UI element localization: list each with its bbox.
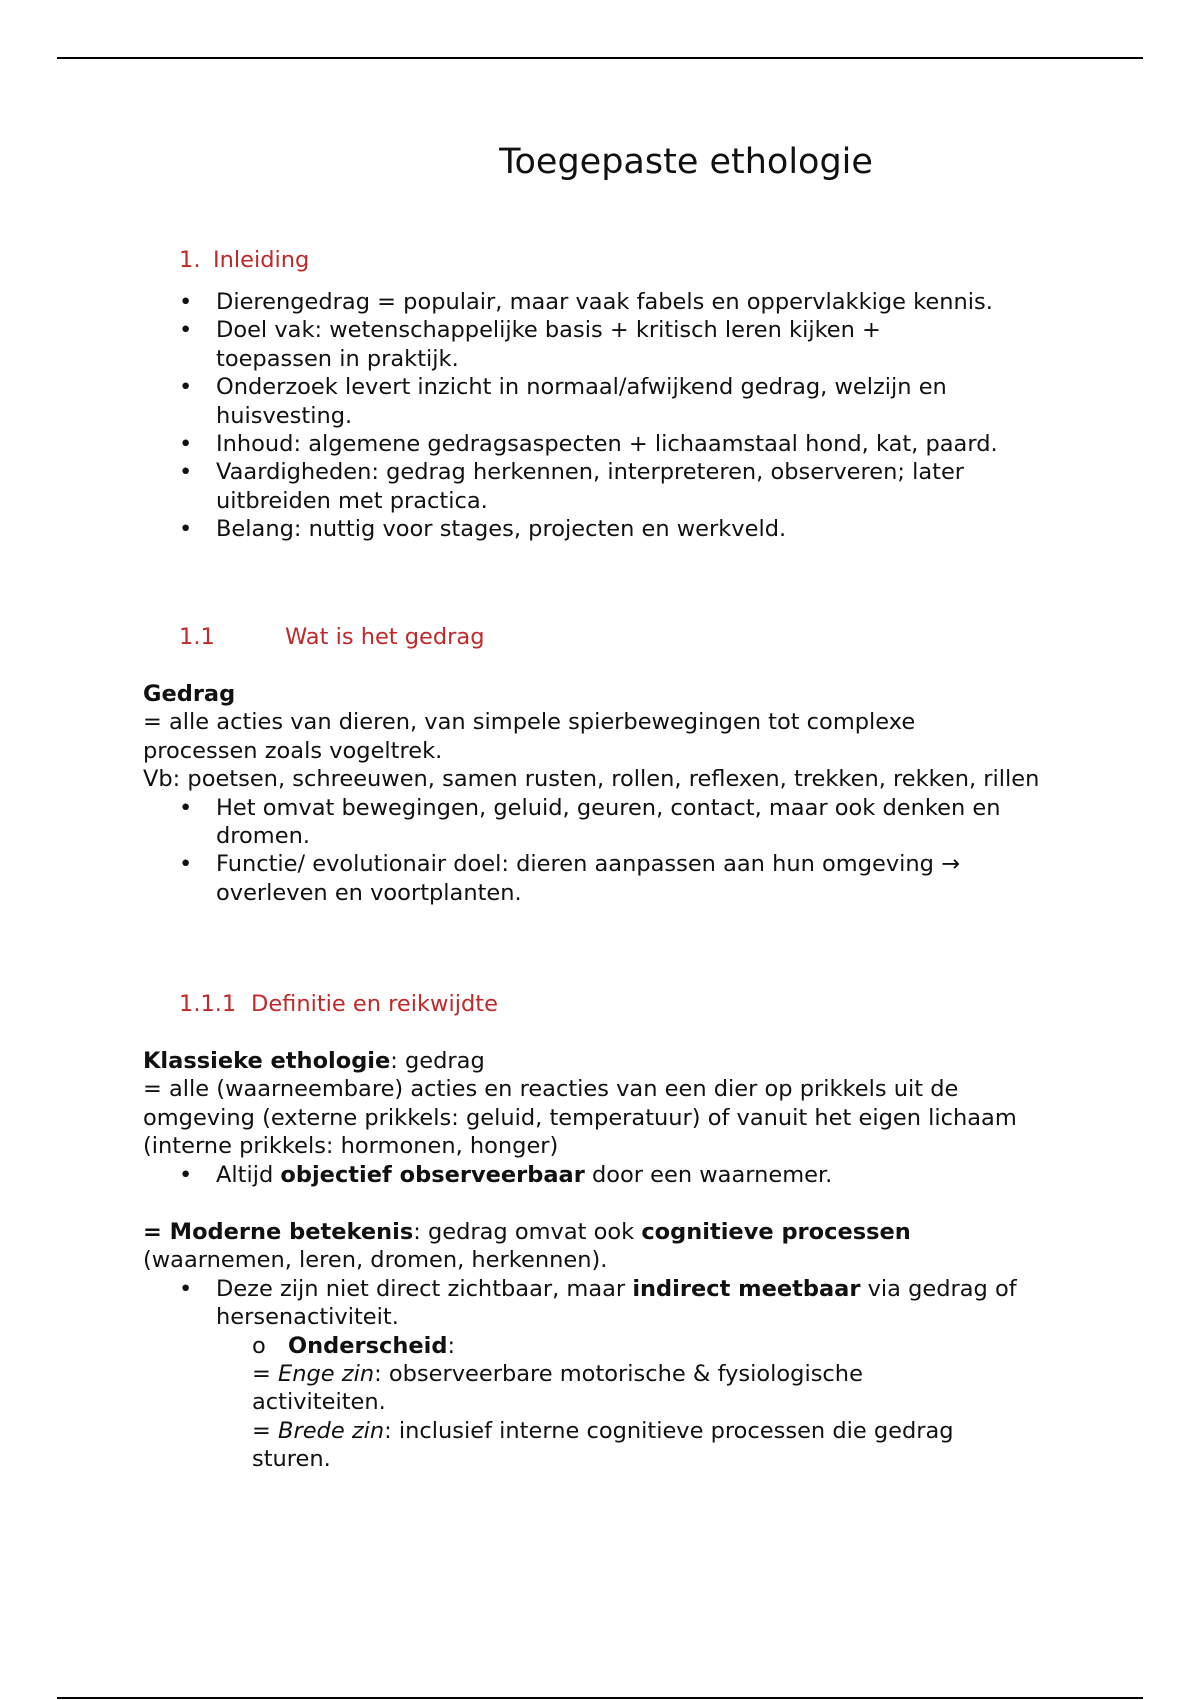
bottom-rule [57,1697,1143,1699]
modern-block [143,1218,1063,1474]
modern-bullet-list [143,1275,1063,1332]
list-item [143,1161,1063,1189]
heading-text: Inleiding [213,247,310,273]
term-suffix: : gedrag [390,1048,485,1074]
bullet-icon: • [179,431,193,458]
list-item [143,316,1063,373]
heading-text: Definitie en reikwijdte [251,991,498,1017]
list-item [143,458,1063,515]
list-item [143,1275,1063,1332]
bullet-icon: • [179,794,193,821]
classic-block [143,1047,1063,1189]
heading-section-1-1 [179,623,979,651]
list-item-text: Het omvat bewegingen, geluid, geuren, contact, maar ook denken en dromen. [216,794,1001,850]
document-title: Toegepaste ethologie [499,142,873,182]
bullet-icon: • [179,289,193,315]
text: Deze zijn niet direct zichtbaar, maar [216,1275,633,1302]
broad-definition [252,1417,1032,1474]
bullet-icon: • [179,374,193,401]
list-item [143,373,1063,430]
text: : inclusief interne cognitieve processen die gedrag sturen. [252,1417,954,1473]
top-rule [57,57,1143,59]
term-klassieke-ethologie: Klassieke ethologie [143,1048,391,1074]
list-item-text: Belang: nuttig voor stages, projecten en werkveld. [216,516,787,543]
classic-term-line [143,1047,1063,1075]
intro-bullet-list [143,288,1063,544]
list-item [143,288,1063,316]
text: : observeerbare motorische & fysiologische activiteiten. [252,1361,863,1416]
list-item-text: Onderzoek levert inzicht in normaal/afwijkend gedrag, welzijn en huisvesting. [216,374,947,429]
bullet-icon: • [179,317,193,344]
bullet-icon: • [179,516,193,543]
bullet-icon: • [179,1275,193,1302]
gedrag-bullet-list [143,794,1063,908]
modern-text: : gedrag omvat ook [413,1219,642,1245]
list-item [143,850,1063,907]
term-onderscheid: Onderscheid [288,1332,448,1359]
emphasis: objectief observeerbaar [280,1161,585,1188]
term-gedrag: Gedrag [143,681,236,707]
list-item [143,430,1063,458]
list-item [143,515,1063,543]
list-item [143,794,1063,851]
text: = [252,1417,279,1444]
list-item-text: Altijd [216,1161,281,1188]
sub-list-item [143,1332,1063,1474]
colon: : [447,1332,456,1359]
modern-rest: (waarnemen, leren, dromen, herkennen). [143,1247,608,1274]
term-enge-zin: Enge zin [278,1361,375,1388]
classic-definition: = alle (waarneembare) acties en reacties van een dier op prikkels uit de omgeving (externe prikkels: geluid, temperatuur) of vanuit het eigen lichaam (interne prikkels: hormonen, honger) [143,1076,1017,1160]
list-item-text: Vaardigheden: gedrag herkennen, interpreteren, observeren; later uitbreiden met practica. [216,459,965,514]
list-item-text: door een waarnemer. [584,1161,833,1188]
heading-text: Wat is het gedrag [285,624,485,650]
term-brede-zin: Brede zin [278,1417,385,1444]
sub-heading [252,1332,1063,1360]
heading-section-1 [179,246,979,274]
heading-section-1-1-1 [179,990,979,1018]
heading-number: 1.1.1 [179,991,237,1017]
list-item-text: Inhoud: algemene gedragsaspecten + lichaamstaal hond, kat, paard. [216,431,998,458]
heading-number: 1. [179,247,201,273]
narrow-definition [252,1360,952,1417]
modern-line [143,1218,1063,1246]
example-gedrag: Vb: poetsen, schreeuwen, samen rusten, rollen, reflexen, trekken, rekken, rillen [143,766,1040,793]
bullet-icon: • [179,851,193,878]
bullet-icon: • [179,459,193,486]
emphasis: cognitieve processen [641,1219,911,1245]
classic-bullet-list [143,1161,1063,1189]
emphasis: indirect meetbaar [632,1275,861,1302]
circle-bullet-icon: o [252,1332,266,1359]
list-item-text: Dierengedrag = populair, maar vaak fabels en oppervlakkige kennis. [216,289,993,315]
list-item-text [216,1275,1056,1332]
term-moderne-betekenis: = Moderne betekenis [143,1219,414,1245]
text: = [252,1361,279,1388]
list-item-text: Doel vak: wetenschappelijke basis + kritisch leren kijken + toepassen in praktijk. [216,317,881,372]
gedrag-block [143,680,1063,907]
heading-number: 1.1 [179,624,215,650]
text: via gedrag of hersenactiviteit. [216,1275,1017,1331]
list-item-text: Functie/ evolutionair doel: dieren aanpassen aan hun omgeving → overleven en voortplanten. [216,851,960,906]
definition-gedrag: = alle acties van dieren, van simpele spierbewegingen tot complexe processen zoals vogeltrek. [143,709,916,764]
bullet-icon: • [179,1161,193,1188]
